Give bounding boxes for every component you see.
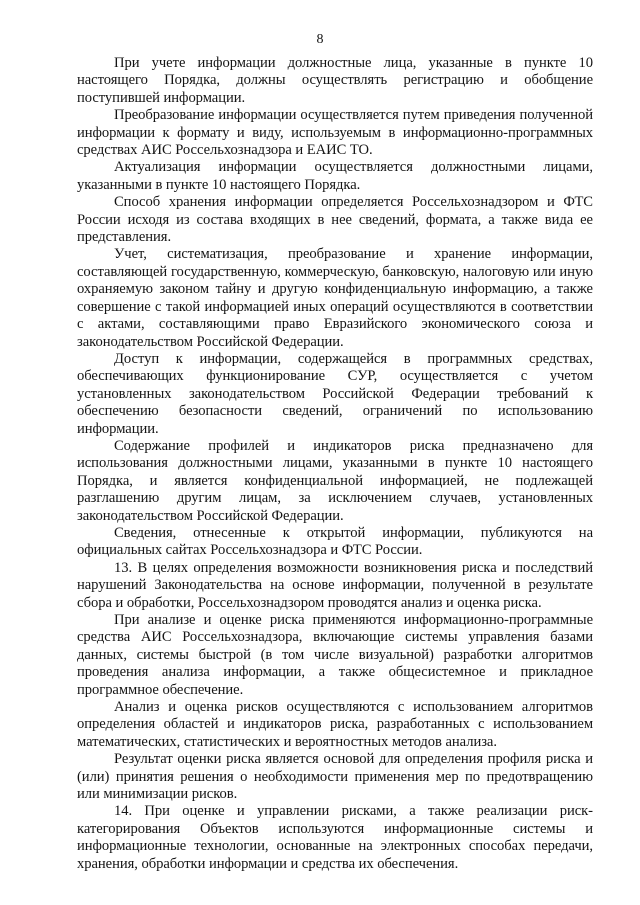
paragraph-access: Доступ к информации, содержащейся в программных средствах, обеспечивающих функционирование СУР, осуществляется с учетом установленных законодательством Российской Федерации требований к обеспечению безопасности сведений, ограничений по использованию информации.: [77, 350, 593, 437]
paragraph-item-14: 14. При оценке и управлении рисками, а также реализации риск-категорирования Объектов используются информационные системы и информационные технологии, основанные на электронных способах передачи, хранения, обработки информации и средства их обеспечения.: [77, 803, 593, 872]
document-body: [77, 55, 593, 873]
page-number: 8: [316, 32, 324, 47]
paragraph-item-13: 13. В целях определения возможности возникновения риска и последствий нарушений Законодательства на основе информации, полученной в результате сбора и обработки, Россельхознадзором проводятся анализ и оценка риска.: [77, 559, 593, 611]
paragraph-risk-result: Результат оценки риска является основой для определения профиля риска и (или) принятия решения о необходимости применения мер по предотвращению или минимизации рисков.: [77, 751, 593, 803]
paragraph-risk-profiles: Содержание профилей и индикаторов риска предназначено для использования должностными лицами, указанными в пункте 10 настоящего Порядка, и является конфиденциальной информацией, не подлежащей разглашению другим лицам, за исключением случаев, установленных законодательством Российской Федерации.: [77, 437, 593, 524]
paragraph-open-information: Сведения, отнесенные к открытой информации, публикуются на официальных сайтах Россельхознадзора и ФТС России.: [77, 524, 593, 559]
paragraph-registration: При учете информации должностные лица, указанные в пункте 10 настоящего Порядка, должны осуществлять регистрацию и обобщение поступившей информации.: [77, 55, 593, 106]
paragraph-analysis-algorithms: Анализ и оценка рисков осуществляются с использованием алгоритмов определения областей и индикаторов риска, разработанных с использованием математических, статистических и вероятностных методов анализа.: [77, 699, 593, 750]
paragraph-analysis-tools: При анализе и оценке риска применяются информационно-программные средства АИС Россельхознадзора, включающие системы управления базами данных, системы быстрой (в том числе визуальной) разработки алгоритмов проведения анализа информации, а также общесистемное и прикладное программное обеспечение.: [77, 612, 593, 698]
paragraph-transformation: Преобразование информации осуществляется путем приведения полученной информации к формату и виду, используемым в информационно-программных средствах АИС Россельхознадзора и ЕАИС ТО.: [77, 107, 593, 159]
paragraph-confidential-handling: Учет, систематизация, преобразование и хранение информации, составляющей государственную, коммерческую, банковскую, налоговую или иную охраняемую законом тайну и другую конфиденциальную информацию, а также совершение с такой информацией иных операций осуществляются в соответствии с актами, составляющими право Евразийского экономического союза и законодательством Российской Федерации.: [77, 246, 593, 350]
paragraph-actualization: Актуализация информации осуществляется должностными лицами, указанными в пункте 10 настоящего Порядка.: [77, 159, 593, 193]
paragraph-storage-method: Способ хранения информации определяется Россельхознадзором и ФТС России исходя из состава входящих в нее сведений, формата, а также вида ее представления.: [77, 194, 593, 246]
